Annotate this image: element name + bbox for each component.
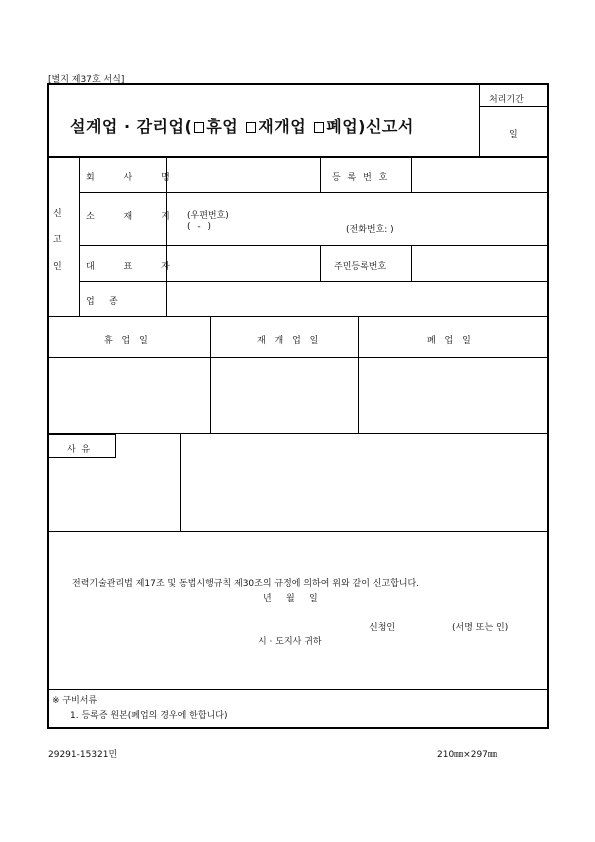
date-line: 년 월 일 xyxy=(263,594,318,604)
suspend-date-field[interactable] xyxy=(50,360,208,430)
representative-label: 대 표 자 xyxy=(86,262,183,272)
applicant-line: 신청인 xyxy=(369,623,396,633)
documents-item-1: 1. 등록증 원본(폐업의 경우에 한합니다) xyxy=(70,711,228,721)
close-date-label: 폐 업 일 xyxy=(427,336,474,346)
postal-code-label: (우편번호) xyxy=(187,211,229,221)
company-name-label: 회 사 명 xyxy=(86,173,183,183)
signature-note: (서명 또는 인) xyxy=(452,623,509,633)
resident-number-field[interactable] xyxy=(413,248,546,279)
resume-date-field[interactable] xyxy=(213,360,356,430)
footer-code: 29291-15321민 xyxy=(48,750,118,760)
resume-date-label: 재 개 업 일 xyxy=(257,336,322,346)
footer-size: 210㎜×297㎜ xyxy=(437,750,497,760)
representative-field[interactable] xyxy=(168,248,318,279)
title-option-close: 폐업 xyxy=(326,117,359,136)
registration-number-label: 등 록 번 호 xyxy=(332,173,390,183)
reason-field[interactable] xyxy=(183,437,546,529)
resume-checkbox[interactable] xyxy=(246,122,256,133)
title-suffix: )신고서 xyxy=(358,117,414,136)
addressee: 시 · 도지사 귀하 xyxy=(258,637,322,647)
form-number-label: [별지 제37호 서식] xyxy=(48,75,125,85)
reason-label: 사 유 xyxy=(67,445,91,455)
location-label: 소 재 지 xyxy=(86,212,183,222)
processing-period-label: 처리기간 xyxy=(489,95,524,105)
documents-header: ※ 구비서류 xyxy=(52,696,98,706)
close-date-field[interactable] xyxy=(361,360,546,430)
title-prefix: 설계업 · 감리업( xyxy=(70,117,193,136)
suspend-date-label: 휴 업 일 xyxy=(104,336,151,346)
title-option-resume: 재개업 xyxy=(258,117,307,136)
statement-text: 전력기술관리법 제17조 및 동법시행규칙 제30조의 규정에 의하여 위와 같이 신고합니다. xyxy=(72,579,420,589)
applicant-name-field[interactable] xyxy=(400,616,448,630)
registration-number-field[interactable] xyxy=(413,160,546,190)
postal-code-field[interactable]: ( - ) xyxy=(187,222,213,232)
phone-number-field[interactable]: (전화번호: ) xyxy=(346,225,394,235)
close-checkbox[interactable] xyxy=(314,122,324,133)
company-name-field[interactable] xyxy=(168,160,318,190)
applicant-side-label-3: 인 xyxy=(53,262,62,272)
business-category-field[interactable] xyxy=(168,284,546,314)
resident-number-label: 주민등록번호 xyxy=(334,262,387,272)
applicant-side-label-1: 신 xyxy=(53,209,62,219)
title-option-suspend: 휴업 xyxy=(206,117,239,136)
processing-period-value: 일 xyxy=(509,130,518,140)
business-category-label: 업 종 xyxy=(86,297,118,307)
suspend-checkbox[interactable] xyxy=(194,122,204,133)
page-title xyxy=(70,114,414,137)
applicant-side-label-2: 고 xyxy=(53,235,62,245)
